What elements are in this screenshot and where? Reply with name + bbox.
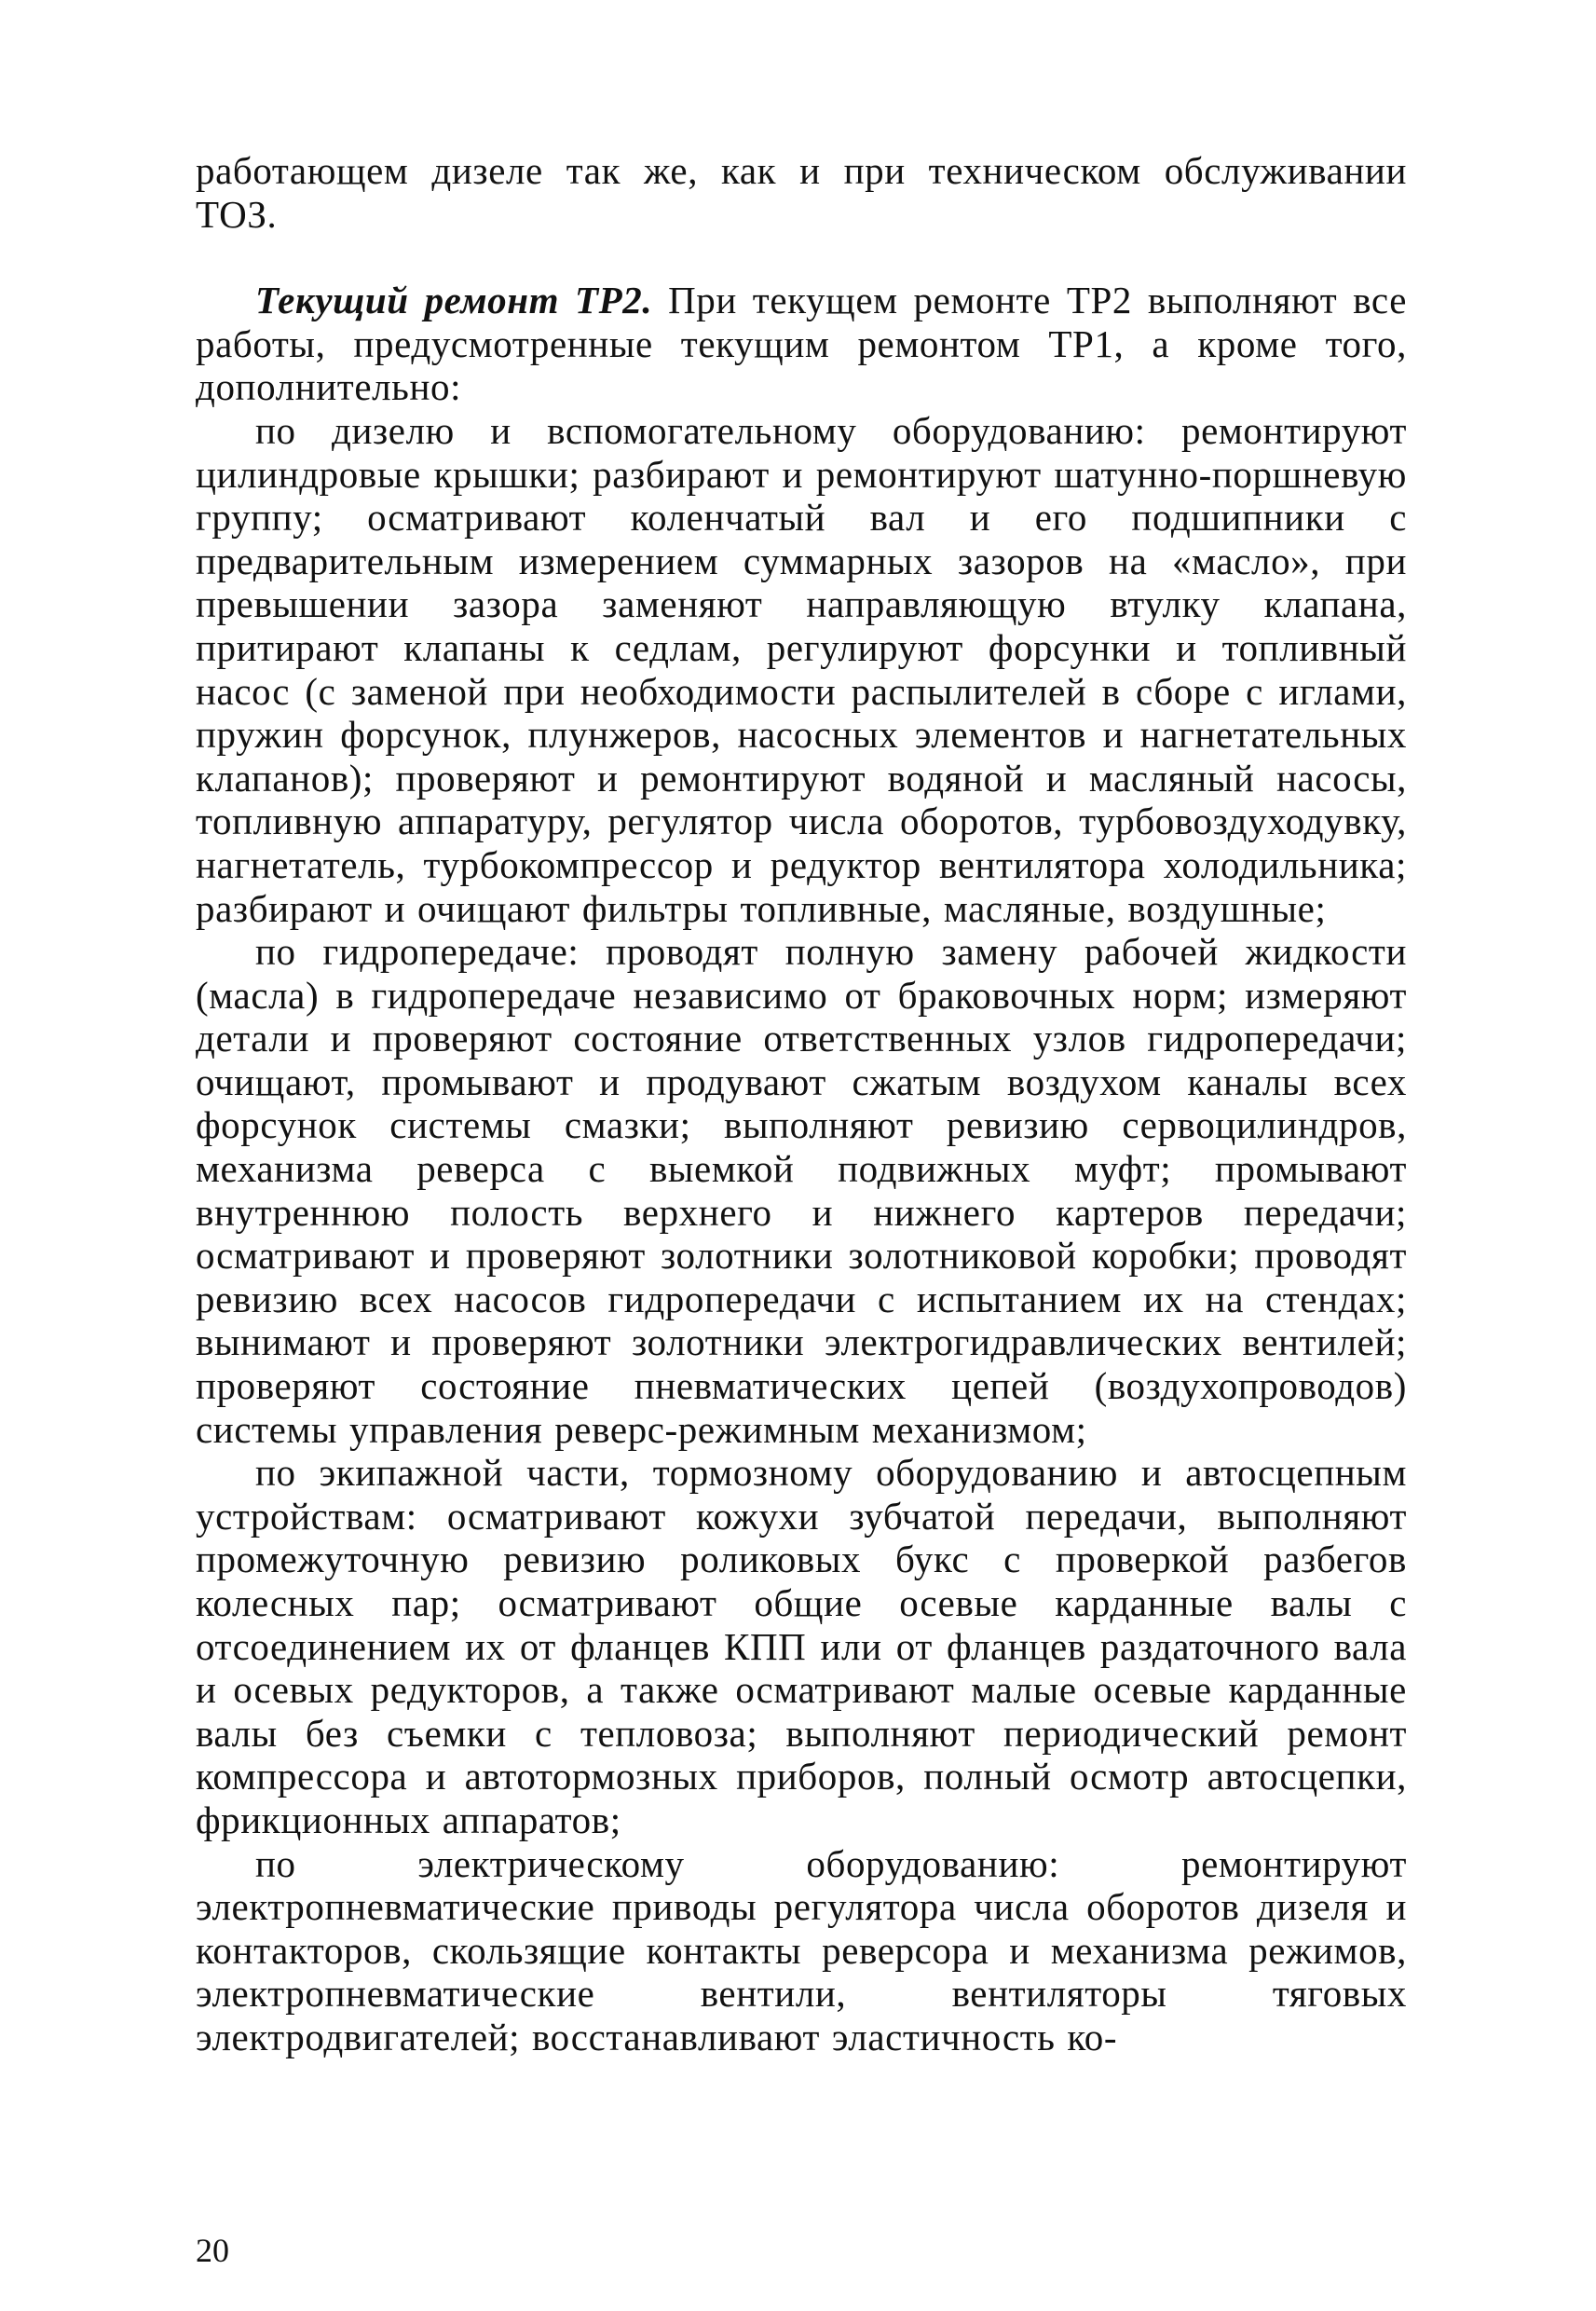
intro-paragraph: работающем дизеле так же, как и при техническом обслуживании ТОЗ.: [196, 149, 1407, 236]
page-number: 20: [196, 2232, 229, 2269]
paragraph-crew-part: по экипажной части, тормозному оборудованию и автосцепным устройствам: осматривают кожухи зубчатой передачи, выполняют промежуточную ревизию роликовых букс с проверкой разбегов колесных пар; осматривают общие осевые карданные валы с отсоединением их от фланцев КПП или от фланцев раздаточного вала и осевых редукторов, а также осматривают малые осевые карданные валы без съемки с тепловоза; выполняют периодический ремонт компрессора и автотормозных приборов, полный осмотр автосцепки, фрикционных аппаратов;: [196, 1451, 1407, 1841]
section-heading: Текущий ремонт ТР2.: [255, 279, 653, 322]
section-lead-text: При текущем ремонте ТР2 выполняют все работы, предусмотренные текущим ремонтом ТР1, а кроме того, дополнительно:: [196, 279, 1407, 409]
paragraph-hydraulic-transmission: по гидропередаче: проводят полную замену рабочей жидкости (масла) в гидропередаче независимо от браковочных норм; измеряют детали и проверяют состояние ответственных узлов гидропередачи; очищают, промывают и продувают сжатым воздухом каналы всех форсунок системы смазки; выполняют ревизию сервоцилиндров, механизма реверса с выемкой подвижных муфт; промывают внутреннюю полость верхнего и нижнего картеров передачи; осматривают и проверяют золотники золотниковой коробки; проводят ревизию всех насосов гидропередачи с испытанием их на стендах; вынимают и проверяют золотники электрогидравлических вентилей; проверяют состояние пневматических цепей (воздухопроводов) системы управления реверс-режимным механизмом;: [196, 930, 1407, 1451]
paragraph-electrical: по электрическому оборудованию: ремонтируют электропневматические приводы регулятора числа оборотов дизеля и контакторов, скользящие контакты реверсора и механизма режимов, электропневматические вентили, вентиляторы тяговых электродвигателей; восстанавливают эластичность ко-: [196, 1841, 1407, 2058]
section-lead-paragraph: [196, 279, 1407, 409]
document-page: [196, 149, 1407, 2274]
body-text: [196, 149, 1407, 2059]
paragraph-diesel: по дизелю и вспомогательному оборудованию: ремонтируют цилиндровые крышки; разбирают и ремонтируют шатунно-поршневую группу; осматривают коленчатый вал и его подшипники с предварительным измерением суммарных зазоров на «масло», при превышении зазора заменяют направляющую втулку клапана, притирают клапаны к седлам, регулируют форсунки и топливный насос (с заменой при необходимости распылителей в сборе с иглами, пружин форсунок, плунжеров, насосных элементов и нагнетательных клапанов); проверяют и ремонтируют водяной и масляный насосы, топливную аппаратуру, регулятор числа оборотов, турбовоздуходувку, нагнетатель, турбокомпрессор и редуктор вентилятора холодильника; разбирают и очищают фильтры топливные, масляные, воздушные;: [196, 408, 1407, 930]
